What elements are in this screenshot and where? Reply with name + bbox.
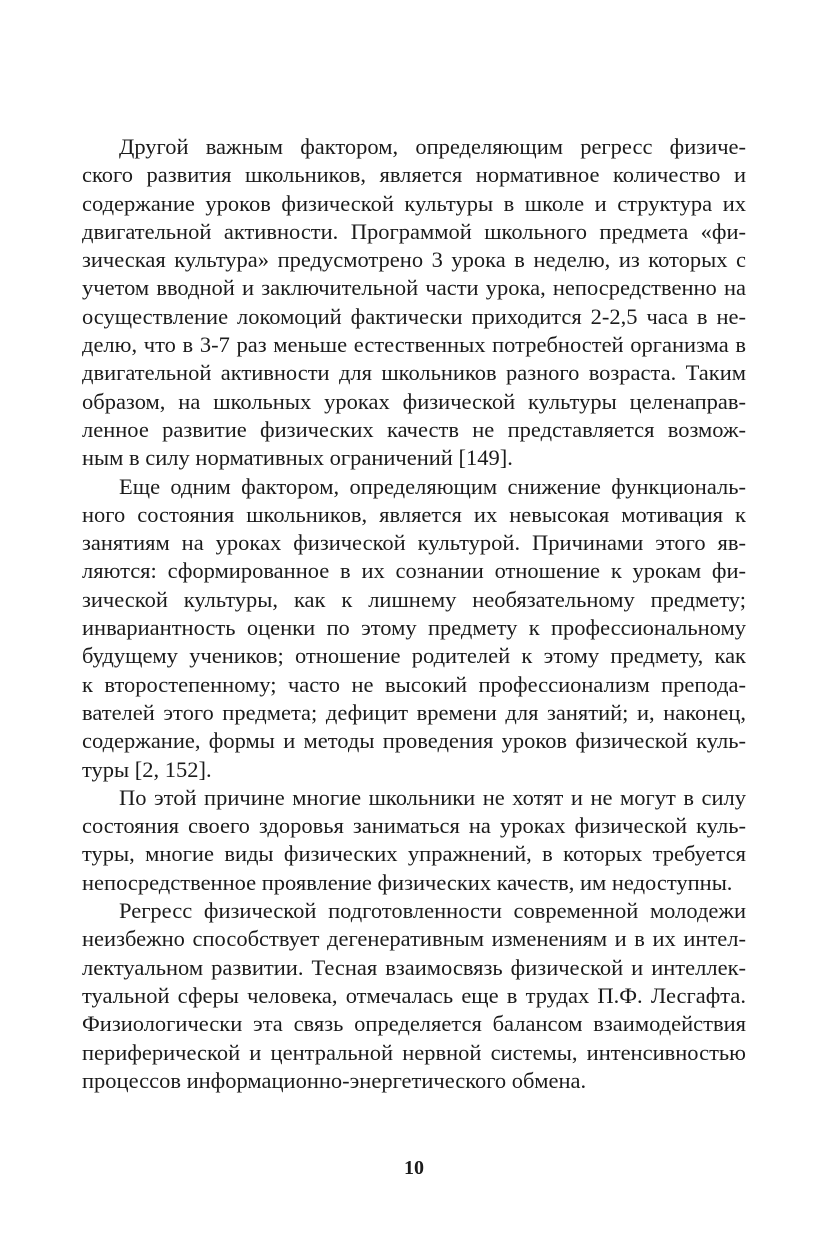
text-line: Физиологически эта связь определяется балансом взаимодействия: [82, 1011, 746, 1037]
paragraph: [82, 133, 746, 473]
text-line: ленное развитие физических качеств не представляется возмож-: [82, 416, 746, 442]
text-line: Другой важным фактором, определяющим регресс физиче-: [119, 134, 746, 159]
text-line: По этой причине многие школьники не хотят и не могут в силу: [119, 784, 746, 810]
text-line: к второстепенному; часто не высокий профессионализм препода-: [82, 671, 746, 697]
text-line: Еще одним фактором, определяющим снижение функциональ-: [119, 473, 746, 499]
text-line: содержание, формы и методы проведения уроков физической куль-: [82, 728, 746, 754]
text-line: содержание уроков физической культуры в школе и структура их: [82, 190, 746, 216]
paragraph: [82, 784, 746, 897]
text-line: занятиям на уроках физической культурой. Причинами этого яв-: [82, 530, 746, 556]
text-line: осуществление локомоций фактически приходится 2-2,5 часа в не-: [82, 303, 746, 329]
text-line: периферической и центральной нервной системы, интенсивностью: [82, 1039, 746, 1065]
text-line: инвариантность оценки по этому предмету к профессиональному: [82, 615, 746, 641]
text-line: состояния своего здоровья заниматься на уроках физической куль-: [82, 813, 746, 839]
text-line: образом, на школьных уроках физической культуры целенаправ-: [82, 388, 746, 414]
text-line: неизбежно способствует дегенеративным изменениям и в их интел-: [82, 926, 746, 952]
text-line: вателей этого предмета; дефицит времени для занятий; и, наконец,: [82, 699, 746, 725]
text-line: ляются: сформированное в их сознании отношение к урокам фи-: [82, 558, 746, 584]
text-line: делю, что в 3-7 раз меньше естественных потребностей организма в: [82, 332, 746, 358]
text-line: Регресс физической подготовленности современной молодежи: [119, 898, 746, 924]
text-line: зической культуры, как к лишнему необязательному предмету;: [82, 586, 746, 612]
paragraph: [82, 897, 746, 1095]
text-line: туры, многие виды физических упражнений, в которых требуется: [82, 841, 746, 867]
text-line: двигательной активности. Программой школьного предмета «фи-: [82, 218, 746, 244]
text-line: будущему учеников; отношение родителей к этому предмету, как: [82, 643, 746, 669]
text-line: процессов информационно-энергетического обмена.: [82, 1067, 587, 1093]
text-line: туры [2, 152].: [82, 756, 212, 782]
text-line: зическая культура» предусмотрено 3 урока в неделю, из которых с: [82, 247, 746, 273]
body-text: [82, 133, 746, 1095]
text-line: ского развития школьников, является нормативное количество и: [82, 162, 746, 188]
text-line: двигательной активности для школьников разного возраста. Таким: [82, 360, 746, 386]
text-line: лектуальном развитии. Тесная взаимосвязь физической и интеллек-: [82, 954, 746, 980]
text-line: ным в силу нормативных ограничений [149].: [82, 445, 513, 471]
text-line: туальной сферы человека, отмечалась еще в трудах П.Ф. Лесгафта.: [82, 982, 746, 1008]
paragraph: [82, 473, 746, 784]
text-line: ного состояния школьников, является их невысокая мотивация к: [82, 501, 746, 527]
text-line: непосредственное проявление физических качеств, им недоступны.: [82, 869, 733, 895]
page-number: 10: [404, 1157, 424, 1179]
text-line: учетом вводной и заключительной части урока, непосредственно на: [82, 275, 746, 301]
